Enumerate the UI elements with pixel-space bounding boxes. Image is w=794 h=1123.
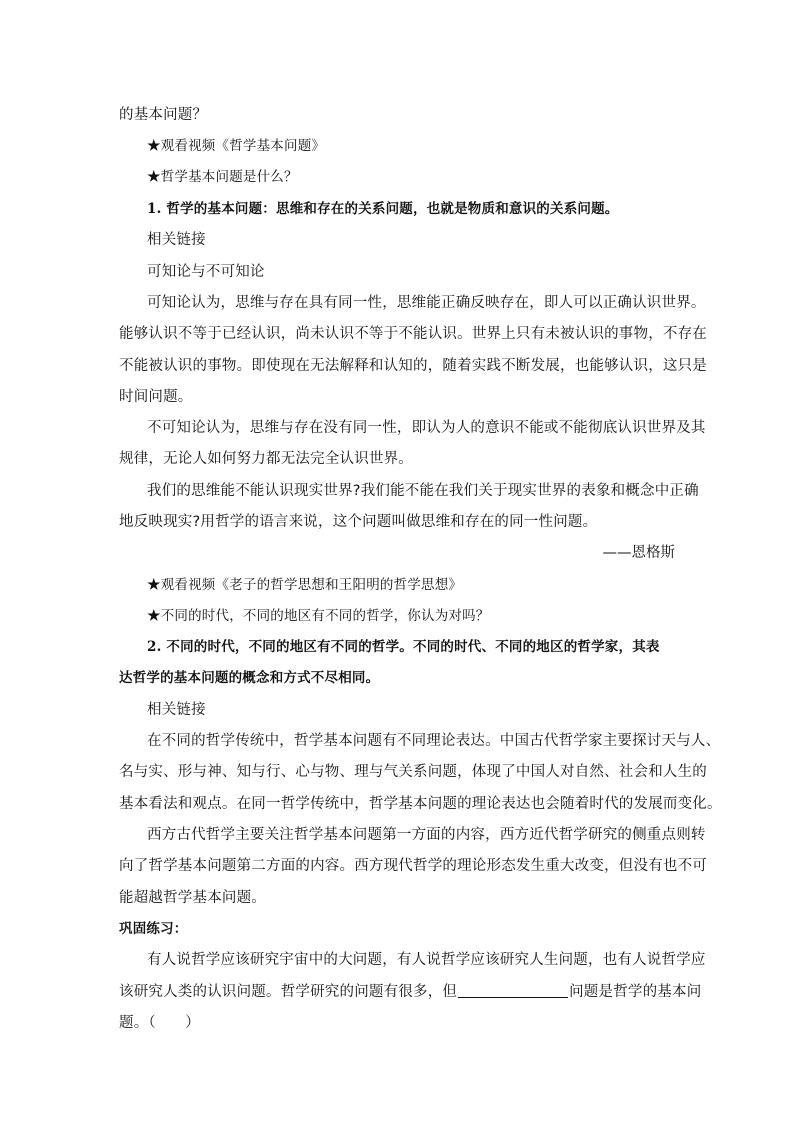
paragraph-line: 规律，无论人如何努力都无法完全认识世界。 [119, 451, 413, 467]
related-link-heading-1: 相关链接 [147, 232, 206, 248]
quote-line: 地反映现实?用哲学的语言来说，这个问题叫做思维和存在的同一性问题。 [119, 514, 598, 530]
question-2: ★不同的时代，不同的地区有不同的哲学，你认为对吗？ [147, 608, 490, 624]
video-prompt-2: ★观看视频《老子的哲学思想和王阳明的哲学思想》 [147, 577, 463, 593]
paragraph-line: 时间问题。 [119, 389, 193, 405]
paragraph-line: 可知论认为，思维与存在具有同一性，思维能正确反映存在，即人可以正确认识世界。 [147, 295, 706, 311]
exercise-text-part: 该研究人类的认识问题。哲学研究的问题有很多，但 [119, 984, 458, 1000]
paragraph-line: 向了哲学基本问题第二方面的内容。西方现代哲学的理论形态发生重大改变，但没有也不可 [119, 858, 707, 874]
paragraph-line: 不能被认识的事物。即使现在无法解释和认知的，随着实践不断发展，也能够认识，这只是 [119, 358, 707, 374]
video-prompt-1: ★观看视频《哲学基本问题》 [147, 138, 326, 154]
exercise-text-part: 问题是哲学的基本问 [569, 984, 702, 1000]
exercise-text: 题。（ ） [119, 1015, 200, 1031]
answer-2: 2. 不同的时代，不同的地区有不同的哲学。不同的时代、不同的地区的哲学家，其表 [147, 639, 660, 655]
paragraph-line: 能够认识不等于已经认识，尚未认识不等于不能认识。世界上只有未被认识的事物，不存在 [119, 326, 707, 342]
paragraph-line: 不可知论认为，思维与存在没有同一性，即认为人的意识不能或不能彻底认识世界及其 [147, 420, 706, 436]
exercise-text-with-blank [119, 980, 701, 1001]
paragraph-continuation: 的基本问题？ [119, 107, 208, 123]
paragraph-line: 基本看法和观点。在同一哲学传统中，哲学基本问题的理论表达也会随着时代的发展而变化。 [119, 796, 722, 812]
exercise-text: 有人说哲学应该研究宇宙中的大问题，有人说哲学应该研究人生问题，也有人说哲学应 [147, 952, 706, 968]
paragraph-line: 西方古代哲学主要关注哲学基本问题第一方面的内容，西方近代哲学研究的侧重点则转 [147, 827, 706, 843]
question-1: ★哲学基本问题是什么？ [147, 169, 298, 185]
paragraph-line: 能超越哲学基本问题。 [119, 890, 266, 906]
fill-in-blank[interactable] [458, 983, 568, 998]
exercise-heading: 巩固练习： [119, 921, 188, 937]
quote-attribution: ——恩格斯 [602, 545, 675, 561]
quote-line: 我们的思维能不能认识现实世界?我们能不能在我们关于现实世界的表象和概念中正确 [147, 483, 699, 499]
answer-1: 1. 哲学的基本问题：思维和存在的关系问题，也就是物质和意识的关系问题。 [147, 201, 619, 217]
paragraph-line: 在不同的哲学传统中，哲学基本问题有不同理论表达。中国古代哲学家主要探讨天与人、 [147, 733, 721, 749]
paragraph-line: 名与实、形与神、知与行、心与物、理与气关系问题，体现了中国人对自然、社会和人生的 [119, 764, 707, 780]
answer-2-continued: 达哲学的基本问题的概念和方式不尽相同。 [119, 670, 380, 686]
related-link-heading-2: 相关链接 [147, 702, 206, 718]
subheading-agnosticism: 可知论与不可知论 [147, 264, 265, 280]
